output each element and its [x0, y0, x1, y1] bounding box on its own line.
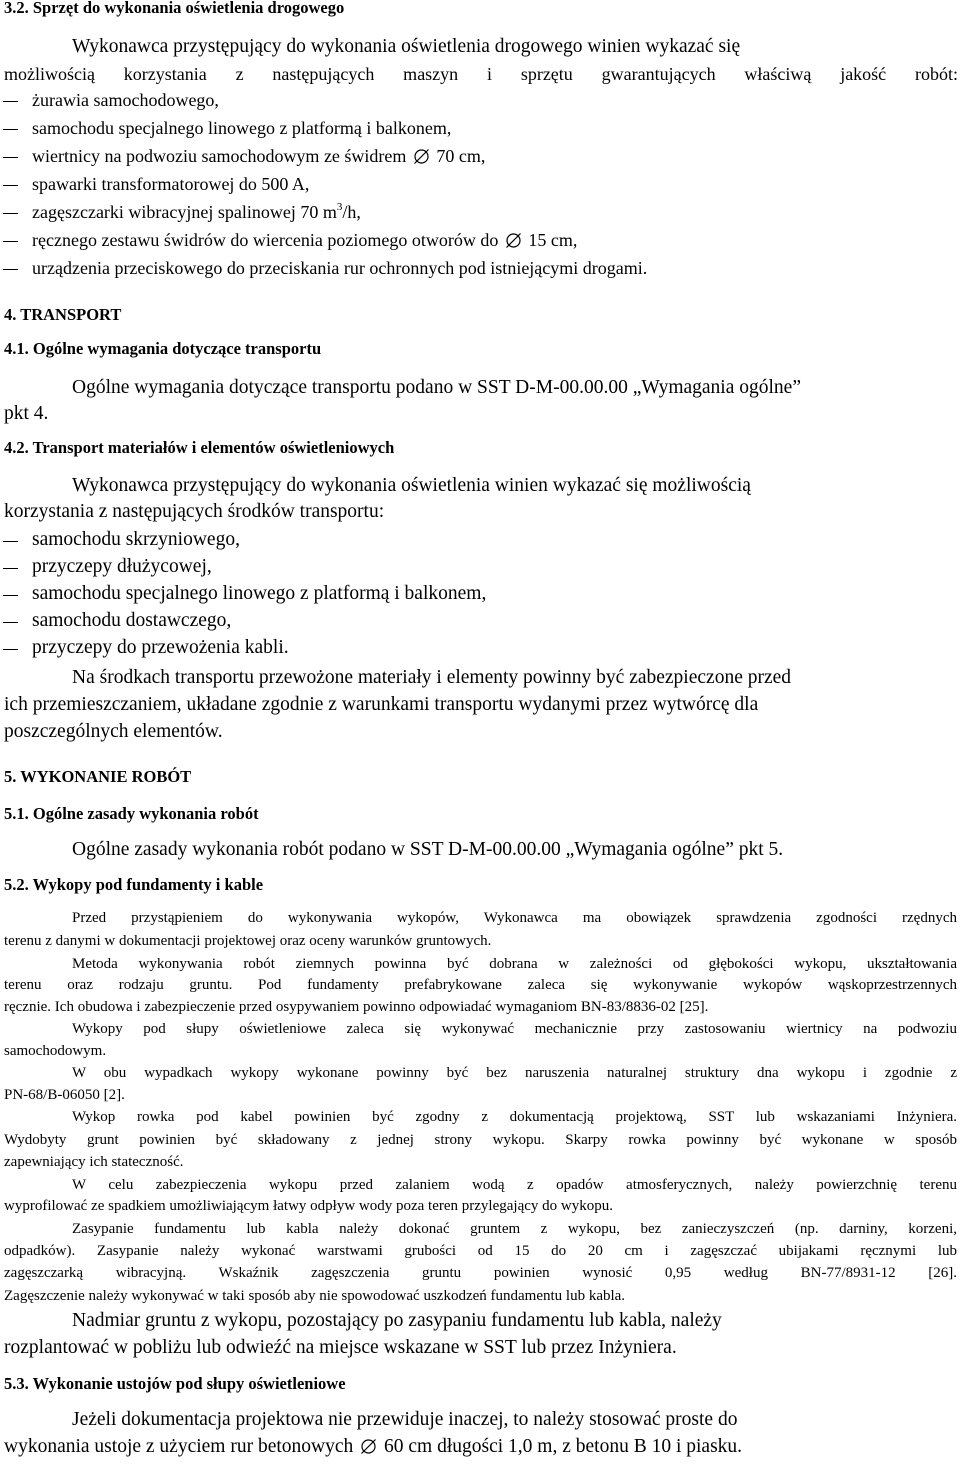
paragraph-line: [4, 1437, 742, 1457]
paragraph-line: pkt 4.: [4, 403, 49, 424]
paragraph-line: Wykonawca przystępujący do wykonania oświetlenia drogowego winien wykazać się: [72, 36, 741, 57]
list-item: [32, 147, 485, 165]
paragraph-line: zapewniający ich stateczność.: [4, 1154, 184, 1170]
paragraph-line: PN-68/B-06050 [2].: [4, 1087, 125, 1103]
list-item: [32, 231, 577, 249]
section-heading-5-2: 5.2. Wykopy pod fundamenty i kable: [4, 875, 264, 894]
section-heading-4: 4. TRANSPORT: [4, 305, 122, 324]
section-heading-4-1: 4.1. Ogólne wymagania dotyczące transportu: [4, 339, 322, 358]
paragraph-line: Ogólne zasady wykonania robót podano w SST D-M-00.00.00 „Wymagania ogólne” pkt 5.: [72, 839, 784, 860]
dash-bullet: [3, 269, 18, 270]
list-item: przyczepy dłużycowej,: [32, 556, 212, 577]
paragraph-line: Przed przystąpieniem do wykonywania wykopów, Wykonawca ma obowiązek sprawdzenia zgodności rzędnych: [72, 910, 957, 926]
paragraph-text: wykonania ustoje z użyciem rur betonowych: [4, 1436, 354, 1457]
dash-bullet: [3, 595, 18, 596]
dash-bullet: [3, 541, 18, 542]
diameter-icon: [360, 1438, 377, 1455]
dash-bullet: [3, 241, 18, 242]
paragraph-line: Wykopy pod słupy oświetleniowe zaleca się wykonywać mechanicznie przy zastosowaniu wiertnicy na podwoziu: [72, 1021, 957, 1037]
dash-bullet: [3, 213, 18, 214]
paragraph-line: W celu zabezpieczenia wykopu przed zalaniem wodą z opadów atmosferycznych, należy powierzchnię terenu: [72, 1177, 957, 1193]
paragraph-line: samochodowym.: [4, 1043, 107, 1059]
paragraph-line: Ogólne wymagania dotyczące transportu podano w SST D-M-00.00.00 „Wymagania ogólne”: [72, 377, 801, 398]
list-item-text: wiertnicy na podwoziu samochodowym ze świdrem: [32, 146, 407, 166]
list-item-text: ręcznego zestawu świdrów do wiercenia poziomego otworów do: [32, 230, 499, 250]
list-item: samochodu skrzyniowego,: [32, 529, 240, 550]
list-item: samochodu specjalnego linowego z platformą i balkonem,: [32, 118, 452, 138]
paragraph-line: odpadków). Zasypanie należy wykonać warstwami grubości od 15 do 20 cm i zagęszczać ubijakami ręcznymi lub: [4, 1243, 957, 1259]
paragraph-line: ich przemieszczaniem, układane zgodnie z warunkami transportu wydanymi przez wytwórcę dla: [4, 694, 759, 715]
section-heading-5-3: 5.3. Wykonanie ustojów pod słupy oświetleniowe: [4, 1374, 346, 1393]
list-item-text: 70 cm,: [436, 146, 486, 166]
paragraph-line: wyprofilować ze spadkiem umożliwiającym łatwy odpływ wody poza teren przylegający do wykopu.: [4, 1198, 613, 1214]
paragraph-line: terenu oraz rodzaju gruntu. Pod fundamenty prefabrykowane zaleca się wykonywanie wykopów wąskoprzestrzennych: [4, 977, 957, 993]
paragraph-line: rozplantować w pobliżu lub odwieźć na miejsce wskazane w SST lub przez Inżyniera.: [4, 1337, 677, 1358]
dash-bullet: [3, 622, 18, 623]
section-heading-4-2: 4.2. Transport materiałów i elementów oświetleniowych: [4, 438, 395, 457]
list-item: żurawia samochodowego,: [32, 90, 219, 110]
paragraph-line: W obu wypadkach wykopy wykonane powinny być bez naruszenia naturalnej struktury dna wykopu i zgodnie z: [72, 1065, 957, 1081]
paragraph-line: Wydobyty grunt powinien być składowany z jednej strony wykopu. Skarpy rowka powinny być wykonane w sposób: [4, 1132, 957, 1148]
diameter-icon: [505, 232, 522, 249]
paragraph-line: Na środkach transportu przewożone materiały i elementy powinny być zabezpieczone przed: [72, 667, 792, 688]
list-item: samochodu specjalnego linowego z platformą i balkonem,: [32, 583, 487, 604]
list-item-text: /h,: [342, 202, 361, 222]
paragraph-line: Wykonawca przystępujący do wykonania oświetlenia winien wykazać się możliwością: [72, 475, 751, 496]
superscript: 3: [336, 201, 343, 213]
paragraph-line: Zasypanie fundamentu lub kabla należy dokonać gruntem z wykopu, bez zanieczyszczeń (np. darniny, korzeni,: [72, 1221, 957, 1237]
list-item-text: 15 cm,: [528, 230, 578, 250]
list-item-text: zagęszczarki wibracyjnej spalinowej 70 m: [32, 202, 337, 222]
list-item: spawarki transformatorowej do 500 A,: [32, 174, 310, 194]
diameter-icon: [413, 148, 430, 165]
paragraph-line: korzystania z następujących środków transportu:: [4, 501, 385, 522]
dash-bullet: [3, 568, 18, 569]
section-heading-5: 5. WYKONANIE ROBÓT: [4, 767, 192, 786]
section-heading-3-2: 3.2. Sprzęt do wykonania oświetlenia drogowego: [4, 0, 345, 17]
dash-bullet: [3, 157, 18, 158]
list-item: przyczepy do przewożenia kabli.: [32, 637, 289, 658]
dash-bullet: [3, 649, 18, 650]
paragraph-line: Nadmiar gruntu z wykopu, pozostający po zasypaniu fundamentu lub kabla, należy: [72, 1310, 722, 1331]
dash-bullet: [3, 185, 18, 186]
paragraph-line: Metoda wykonywania robót ziemnych powinna być dobrana w zależności od głębokości wykopu, ukształtowania: [72, 956, 957, 972]
paragraph-text: 60 cm długości 1,0 m, z betonu B 10 i piasku.: [384, 1436, 743, 1457]
paragraph-line: Jeżeli dokumentacja projektowa nie przewiduje inaczej, to należy stosować proste do: [72, 1409, 738, 1430]
paragraph-line: możliwością korzystania z następujących maszyn i sprzętu gwarantujących właściwą jakość robót:: [4, 64, 958, 84]
list-item: [32, 203, 361, 221]
paragraph-line: Zagęszczenie należy wykonywać w taki sposób aby nie spowodować uszkodzeń fundamentu lub kabla.: [4, 1288, 626, 1304]
paragraph-line: terenu z danymi w dokumentacji projektowej oraz oceny warunków gruntowych.: [4, 933, 492, 949]
paragraph-line: poszczególnych elementów.: [4, 721, 223, 742]
paragraph-line: ręcznie. Ich obudowa i zabezpieczenie przed osypywaniem powinno odpowiadać wymaganiom BN-83/8836-02 [25].: [4, 999, 709, 1015]
list-item: urządzenia przeciskowego do przeciskania rur ochronnych pod istniejącymi drogami.: [32, 258, 648, 278]
section-heading-5-1: 5.1. Ogólne zasady wykonania robót: [4, 804, 259, 823]
dash-bullet: [3, 129, 18, 130]
paragraph-line: zagęszczarką wibracyjną. Wskaźnik zagęszczenia gruntu powinien wynosić 0,95 według BN-77/8931-12 [26].: [4, 1265, 957, 1281]
list-item: samochodu dostawczego,: [32, 610, 232, 631]
dash-bullet: [3, 101, 18, 102]
paragraph-line: Wykop rowka pod kabel powinien być zgodny z dokumentacją projektową, SST lub wskazaniami Inżyniera.: [72, 1109, 957, 1125]
